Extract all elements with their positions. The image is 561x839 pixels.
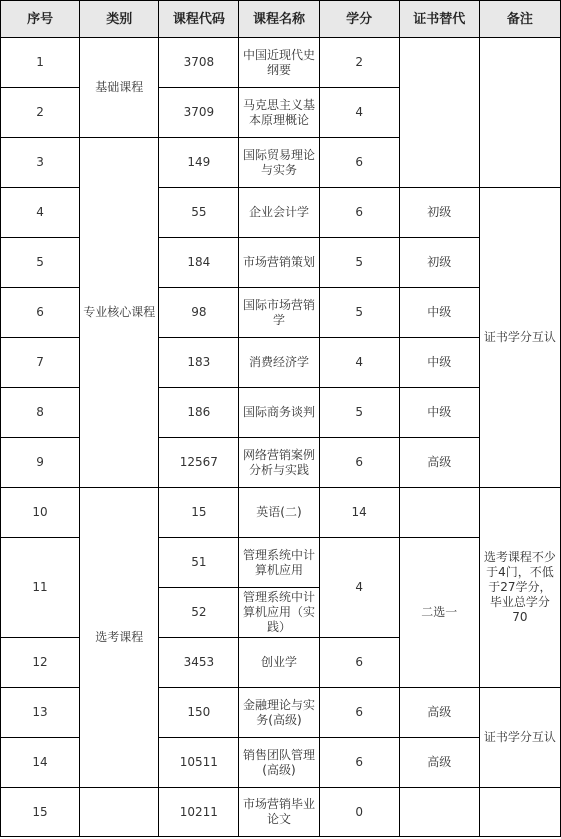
cell-code: 98 xyxy=(159,288,238,337)
cell-credit: 4 xyxy=(320,538,399,637)
cell-code: 10211 xyxy=(159,788,238,836)
header-cert-substitute: 证书替代 xyxy=(400,1,479,37)
cell-code: 150 xyxy=(159,688,238,737)
cell-name: 国际商务谈判 xyxy=(239,388,318,437)
cell-credit: 2 xyxy=(320,38,399,87)
cell-credit: 5 xyxy=(320,288,399,337)
table-row xyxy=(1,488,560,537)
header-row xyxy=(1,1,560,37)
note-advanced: 证书学分互认 xyxy=(480,688,560,787)
cell-name: 国际贸易理论与实务 xyxy=(239,138,318,187)
cell-code: 3708 xyxy=(159,38,238,87)
cell-code: 10511 xyxy=(159,738,238,787)
cell-cert: 高级 xyxy=(400,738,479,787)
header-seq: 序号 xyxy=(1,1,79,37)
cell-name: 管理系统中计算机应用 xyxy=(239,538,318,587)
cell-cert: 初级 xyxy=(400,188,479,237)
cell-code: 51 xyxy=(159,538,238,587)
cell-name: 企业会计学 xyxy=(239,188,318,237)
cell-cert: 中级 xyxy=(400,288,479,337)
cell-credit: 6 xyxy=(320,638,399,687)
cell-code: 149 xyxy=(159,138,238,187)
cell-name: 网络营销案例分析与实践 xyxy=(239,438,318,487)
table-row xyxy=(1,38,560,87)
header-note: 备注 xyxy=(480,1,560,37)
cell-name: 消费经济学 xyxy=(239,338,318,387)
cell-seq: 9 xyxy=(1,438,79,487)
cell-name: 市场营销毕业论文 xyxy=(239,788,318,836)
cell-seq: 6 xyxy=(1,288,79,337)
cell-seq: 7 xyxy=(1,338,79,387)
cell-credit: 4 xyxy=(320,88,399,137)
cell-seq: 13 xyxy=(1,688,79,737)
cell-credit: 6 xyxy=(320,438,399,487)
cell-cert-empty xyxy=(400,488,479,537)
cell-note-empty xyxy=(480,38,560,187)
cell-name: 市场营销策划 xyxy=(239,238,318,287)
category-empty xyxy=(80,788,158,836)
cell-seq: 1 xyxy=(1,38,79,87)
cell-credit: 5 xyxy=(320,388,399,437)
note-core: 证书学分互认 xyxy=(480,188,560,487)
cell-credit: 4 xyxy=(320,338,399,387)
cell-name: 马克思主义基本原理概论 xyxy=(239,88,318,137)
cell-name: 销售团队管理(高级) xyxy=(239,738,318,787)
cell-seq: 4 xyxy=(1,188,79,237)
cell-credit: 6 xyxy=(320,738,399,787)
note-elective: 选考课程不少于4门，不低于27学分，毕业总学分70 xyxy=(480,488,560,687)
cell-name: 英语(二) xyxy=(239,488,318,537)
header-course-name: 课程名称 xyxy=(239,1,318,37)
table-row xyxy=(1,788,560,836)
cell-cert: 初级 xyxy=(400,238,479,287)
cell-credit: 6 xyxy=(320,188,399,237)
cell-code: 3709 xyxy=(159,88,238,137)
cell-seq: 11 xyxy=(1,538,79,637)
header-credit: 学分 xyxy=(320,1,399,37)
header-category: 类别 xyxy=(80,1,158,37)
category-basic: 基础课程 xyxy=(80,38,158,137)
cell-code: 186 xyxy=(159,388,238,437)
cell-seq: 15 xyxy=(1,788,79,836)
category-elective: 选考课程 xyxy=(80,488,158,787)
cell-code: 15 xyxy=(159,488,238,537)
cell-credit: 6 xyxy=(320,138,399,187)
cell-code: 52 xyxy=(159,588,238,637)
category-core: 专业核心课程 xyxy=(80,138,158,487)
cell-seq: 10 xyxy=(1,488,79,537)
cell-code: 184 xyxy=(159,238,238,287)
cell-cert: 中级 xyxy=(400,338,479,387)
cell-cert-empty xyxy=(400,788,479,836)
cell-cert: 中级 xyxy=(400,388,479,437)
cell-seq: 5 xyxy=(1,238,79,287)
cell-seq: 8 xyxy=(1,388,79,437)
cell-cert: 高级 xyxy=(400,438,479,487)
cell-code: 183 xyxy=(159,338,238,387)
cell-seq: 12 xyxy=(1,638,79,687)
cell-name: 管理系统中计算机应用（实践） xyxy=(239,588,318,637)
cell-code: 55 xyxy=(159,188,238,237)
cell-credit: 0 xyxy=(320,788,399,836)
cell-credit: 14 xyxy=(320,488,399,537)
cell-name: 国际市场营销学 xyxy=(239,288,318,337)
cell-note-empty xyxy=(480,788,560,836)
header-course-code: 课程代码 xyxy=(159,1,238,37)
cell-code: 3453 xyxy=(159,638,238,687)
cell-name: 创业学 xyxy=(239,638,318,687)
cell-cert-empty xyxy=(400,38,479,187)
cell-code: 12567 xyxy=(159,438,238,487)
cell-credit: 6 xyxy=(320,688,399,737)
cell-name: 中国近现代史纲要 xyxy=(239,38,318,87)
cell-seq: 2 xyxy=(1,88,79,137)
cell-seq: 14 xyxy=(1,738,79,787)
cell-cert: 二选一 xyxy=(400,538,479,687)
cell-cert: 高级 xyxy=(400,688,479,737)
cell-credit: 5 xyxy=(320,238,399,287)
cell-name: 金融理论与实务(高级) xyxy=(239,688,318,737)
cell-seq: 3 xyxy=(1,138,79,187)
